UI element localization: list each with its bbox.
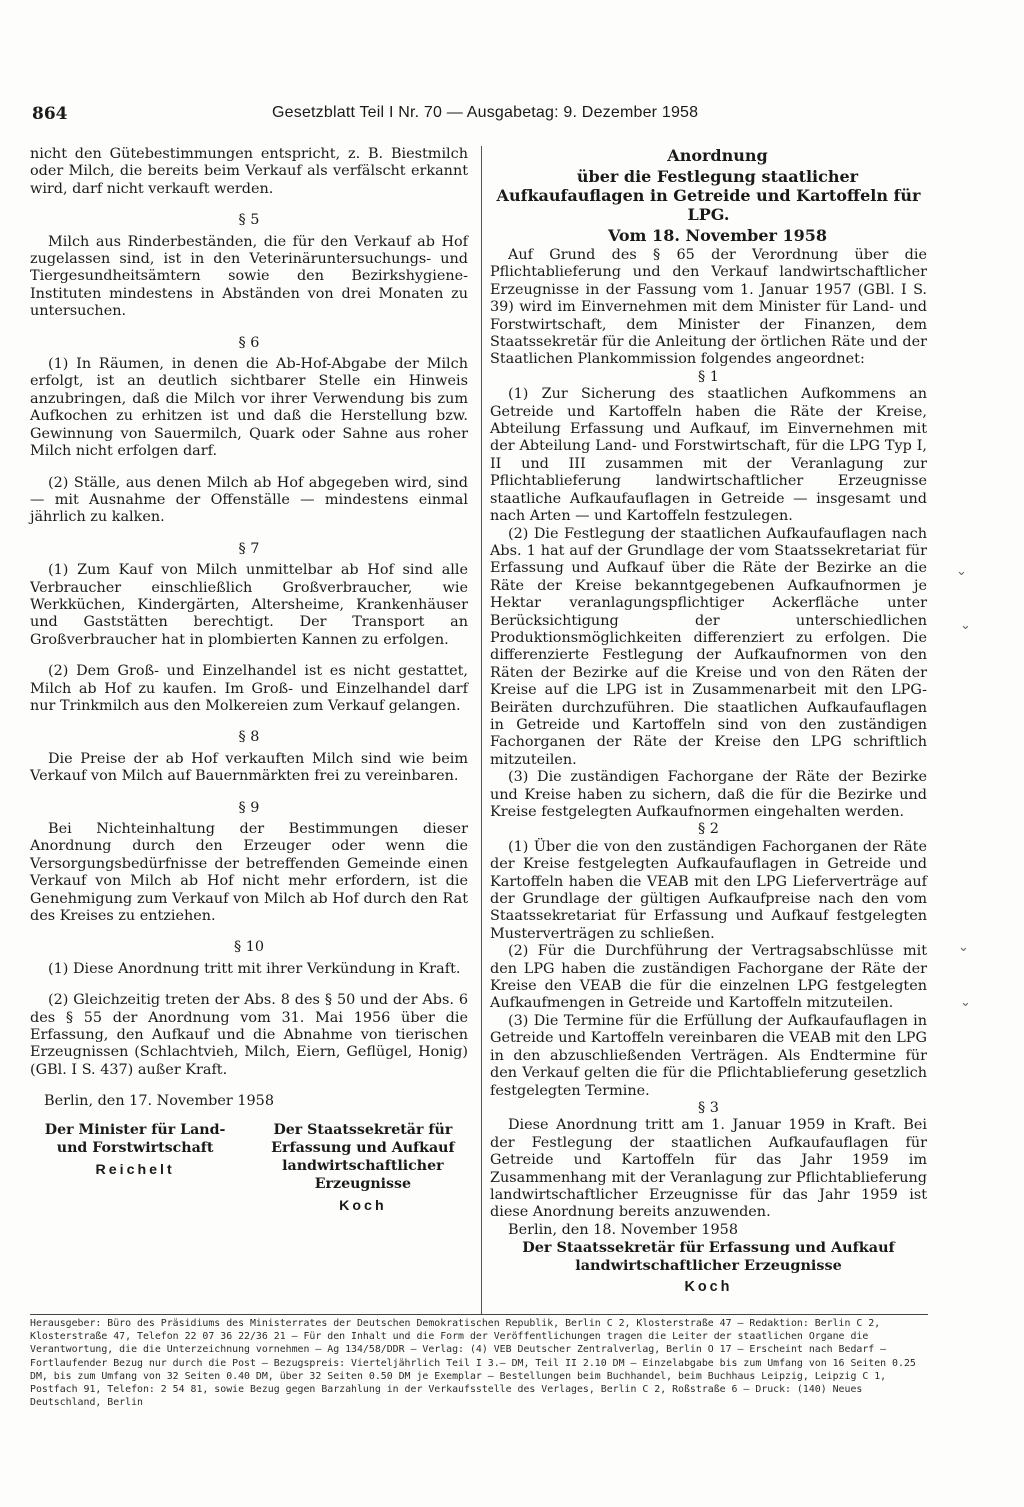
section-8-heading: § 8	[238, 729, 260, 746]
section-2-paragraph-1: (1) Über die von den zuständigen Fachorganen der Räte der Kreise festgelegten Aufkaufauflagen in Getreide und Kartoffeln haben die VEAB mit den LPG Lieferverträge auf der Grundlage der gültigen Aufkaufpreise nach den vom Staatssekretariat für Erfassung und Aufkauf festgelegten Musterverträgen zu schließen.	[490, 838, 927, 942]
signature-state-secretary-title: Der Staatssekretär für Erfassung und Aufkauf landwirtschaftlicher Erzeugnisse	[271, 1121, 455, 1192]
section-7-heading: § 7	[238, 540, 260, 557]
signature-state-secretary	[258, 1121, 468, 1215]
section-1-paragraph-2: (2) Die Festlegung der staatlichen Aufkaufauflagen nach Abs. 1 hat auf der Grundlage der vom Staatssekretariat für Erfassung und Aufkauf über die Räte der Bezirke an die Räte der Kreise bekanntgegebenen Aufkaufnormen je Hektar veranlagungspflichtiger Ackerfläche unter Berücksichtigung der unterschiedlichen Produktionsmöglichkeiten differenziert zu erfolgen. Die differenzierte Festlegung der Aufkaufnormen von den Räten der Bezirke auf die Kreise und von den Räten der Kreise auf die LPG ist in Zusammenarbeit mit den LPG-Beiräten durchzuführen. Die staatlichen Aufkaufauflagen in Getreide und Kartoffeln sind von den zuständigen Fachorganen der Räte der Kreise den LPG schriftlich mitzuteilen.	[490, 525, 927, 768]
section-8-text: Die Preise der ab Hof verkauften Milch sind wie beim Verkauf von Milch auf Bauernmärkten frei zu vereinbaren.	[30, 750, 468, 785]
section-9-heading: § 9	[238, 799, 260, 816]
margin-mark: ⌄	[956, 564, 967, 579]
section-1-heading: § 1	[698, 368, 719, 385]
page-header	[30, 104, 960, 130]
section-7-paragraph-1: (1) Zum Kauf von Milch unmittelbar ab Hof sind alle Verbraucher einschließlich Großverbraucher, wie Werkküchen, Kindergärten, Altersheime, Krankenhäuser und Gaststätten berechtigt. Der Transport an Großverbraucher hat in plombierten Kannen zu erfolgen.	[30, 562, 468, 648]
left-place-date: Berlin, den 17. November 1958	[44, 1093, 274, 1110]
right-signature-title: Der Staatssekretär für Erfassung und Aufkauf landwirtschaftlicher Erzeugnisse	[522, 1239, 895, 1275]
section-10-paragraph-2: (2) Gleichzeitig treten der Abs. 8 des § 50 und der Abs. 6 des § 55 der Anordnung vom 31. Mai 1956 über die Erfassung, den Aufkauf und die Abnahme von tierischen Erzeugnissen (Schlachtvieh, Milch, Eiern, Geflügel, Honig) (GBl. I S. 437) außer Kraft.	[30, 992, 468, 1078]
section-3-text: Diese Anordnung tritt am 1. Januar 1959 in Kraft. Bei der Festlegung der staatlichen Aufkaufauflagen für Getreide und Kartoffeln für das Jahr 1959 im Zusammenhang mit der Veranlagung zur Pflichtablieferung landwirtschaftlicher Erzeugnisse für das Jahr 1959 ist diese Anordnung bereits anzuwenden.	[490, 1117, 927, 1221]
publisher-imprint: Herausgeber: Büro des Präsidiums des Ministerrates der Deutschen Demokratischen Republik, Berlin C 2, Klosterstraße 47 — Redaktion: Berlin C 2, Klosterstraße 47, Telefon 22 07 36 22/36 21 — Für den Inhalt und die Form der Veröffentlichungen tragen die Leiter der staatlichen Organe die Verantwortung, die die Unterzeichnung vornehmen — Ag 134/58/DDR — Verlag: (4) VEB Deutscher Zentralverlag, Berlin O 17 — Erscheint nach Bedarf — Fortlaufender Bezug nur durch die Post — Bezugspreis: Vierteljährlich Teil I 3.— DM, Teil II 2.10 DM — Einzelabgabe bis zum Umfang von 16 Seiten 0.25 DM, bis zum Umfang von 32 Seiten 0.40 DM, über 32 Seiten 0.50 DM je Exemplar — Bestellungen beim Buchhandel, beim Buchhaus Leipzig, Leipzig C 1, Postfach 91, Telefon: 2 54 81, sowie Bezug gegen Barzahlung in der Verkaufsstelle des Verlages, Berlin C 2, Roßstraße 6 — Druck: (140) Neues Deutschland, Berlin	[30, 1318, 916, 1409]
section-6-heading: § 6	[238, 334, 260, 351]
column-divider	[481, 146, 482, 1314]
ordinance-subject: über die Festlegung staatlicher Aufkaufauflagen in Getreide und Kartoffeln für LPG.	[496, 167, 921, 224]
ordinance-preamble: Auf Grund des § 65 der Verordnung über die Pflichtablieferung und den Verkauf landwirtschaftlicher Erzeugnisse in der Fassung vom 1. Januar 1957 (GBl. I S. 39) wird im Einvernehmen mit dem Minister für Land- und Forstwirtschaft, dem Minister der Finanzen, dem Staatssekretär für die Anleitung der örtlichen Räte und der Staatlichen Plankommission folgendes angeordnet:	[490, 247, 927, 368]
section-10-paragraph-1: (1) Diese Anordnung tritt mit ihrer Verkündung in Kraft.	[48, 960, 461, 977]
section-1-paragraph-1: (1) Zur Sicherung des staatlichen Aufkommens an Getreide und Kartoffeln haben die Räte der Kreise, Abteilung Erfassung und Aufkauf, im Einvernehmen mit der Abteilung Land- und Forstwirtschaft, für die LPG Typ I, II und III zusammen mit der Veranlagung zur Pflichtablieferung landwirtschaftlicher Erzeugnisse staatliche Aufkaufauflagen in Getreide — insgesamt und nach Arten — und Kartoffeln festzulegen.	[490, 386, 927, 525]
intro-paragraph: nicht den Gütebestimmungen entspricht, z. B. Biestmilch oder Milch, die bereits beim Verkauf als verfälscht erkannt wird, darf nicht verkauft werden.	[30, 146, 468, 197]
left-signatures	[30, 1121, 468, 1215]
section-6-paragraph-2: (2) Ställe, aus denen Milch ab Hof abgegeben wird, sind — mit Ausnahme der Offenställe — mindestens einmal jährlich zu kalken.	[30, 474, 468, 526]
section-9-text: Bei Nichteinhaltung der Bestimmungen dieser Anordnung durch den Erzeuger oder wenn die Versorgungsbedürfnisse der betreffenden Gemeinde einen Verkauf von Milch ab Hof nicht mehr erfordern, ist die Genehmigung zum Verkauf von Milch ab Hof durch den Rat des Kreises zu entziehen.	[30, 821, 468, 925]
right-place-date: Berlin, den 18. November 1958	[508, 1221, 738, 1238]
section-7-paragraph-2: (2) Dem Groß- und Einzelhandel ist es nicht gestattet, Milch ab Hof zu kaufen. Im Groß- und Einzelhandel darf nur Trinkmilch aus den Molkereien zum Verkauf gelangen.	[30, 663, 468, 714]
right-signature-name: Koch	[684, 1279, 733, 1296]
running-title: Gesetzblatt Teil I Nr. 70 — Ausgabetag: 9. Dezember 1958	[272, 104, 699, 121]
ordinance-title: Anordnung	[667, 146, 768, 165]
ordinance-date: Vom 18. November 1958	[607, 226, 828, 245]
signature-minister	[30, 1121, 240, 1215]
signature-minister-name: Reichelt	[95, 1161, 175, 1178]
margin-mark: ⌄	[958, 940, 969, 955]
section-2-heading: § 2	[698, 821, 719, 838]
margin-mark: ⌄	[960, 995, 971, 1010]
section-3-heading: § 3	[698, 1099, 719, 1116]
section-6-paragraph-1: (1) In Räumen, in denen die Ab-Hof-Abgabe der Milch erfolgt, ist an deutlich sichtbarer Stelle ein Hinweis anzubringen, daß die Milch vor ihrer Verwendung bis zum Aufkochen zu erhitzen ist und daß die Herstellung bzw. Gewinnung von Sauermilch, Quark oder Sahne aus roher Milch nicht erfolgen darf.	[30, 356, 468, 460]
section-10-heading: § 10	[233, 939, 265, 956]
page-number: 864	[32, 104, 68, 124]
left-column	[30, 146, 468, 1215]
section-5-text: Milch aus Rinderbeständen, die für den Verkauf ab Hof zugelassen sind, ist in den Veterinäruntersuchungs- und Tiergesundheitsämtern sowie den Bezirkshygiene-Instituten mindestens in Abständen von drei Monaten zu untersuchen.	[30, 233, 468, 320]
imprint-rule	[30, 1314, 928, 1315]
signature-minister-title: Der Minister für Land- und Forstwirtschaft	[44, 1121, 226, 1156]
section-2-paragraph-3: (3) Die Termine für die Erfüllung der Aufkaufauflagen in Getreide und Kartoffeln vereinbaren die VEAB mit den LPG in den abzuschließenden Verträgen. Als Endtermine für den Verkauf gelten die für die Pflichtablieferung gesetzlich festgelegten Termine.	[490, 1012, 927, 1099]
section-5-heading: § 5	[238, 212, 260, 229]
margin-mark: ⌄	[960, 618, 971, 633]
right-column	[490, 146, 927, 1297]
section-2-paragraph-2: (2) Für die Durchführung der Vertragsabschlüsse mit den LPG haben die zuständigen Fachorgane der Räte der Kreise den VEAB die für die einzelnen LPG festgelegten Aufkaufmengen in Getreide und Kartoffeln mitzuteilen.	[490, 943, 927, 1012]
signature-state-secretary-name: Koch	[339, 1197, 387, 1214]
section-1-paragraph-3: (3) Die zuständigen Fachorgane der Räte der Bezirke und Kreise haben zu sichern, daß die für die Bezirke und Kreise festgelegten Aufkaufnormen eingehalten werden.	[490, 769, 927, 820]
